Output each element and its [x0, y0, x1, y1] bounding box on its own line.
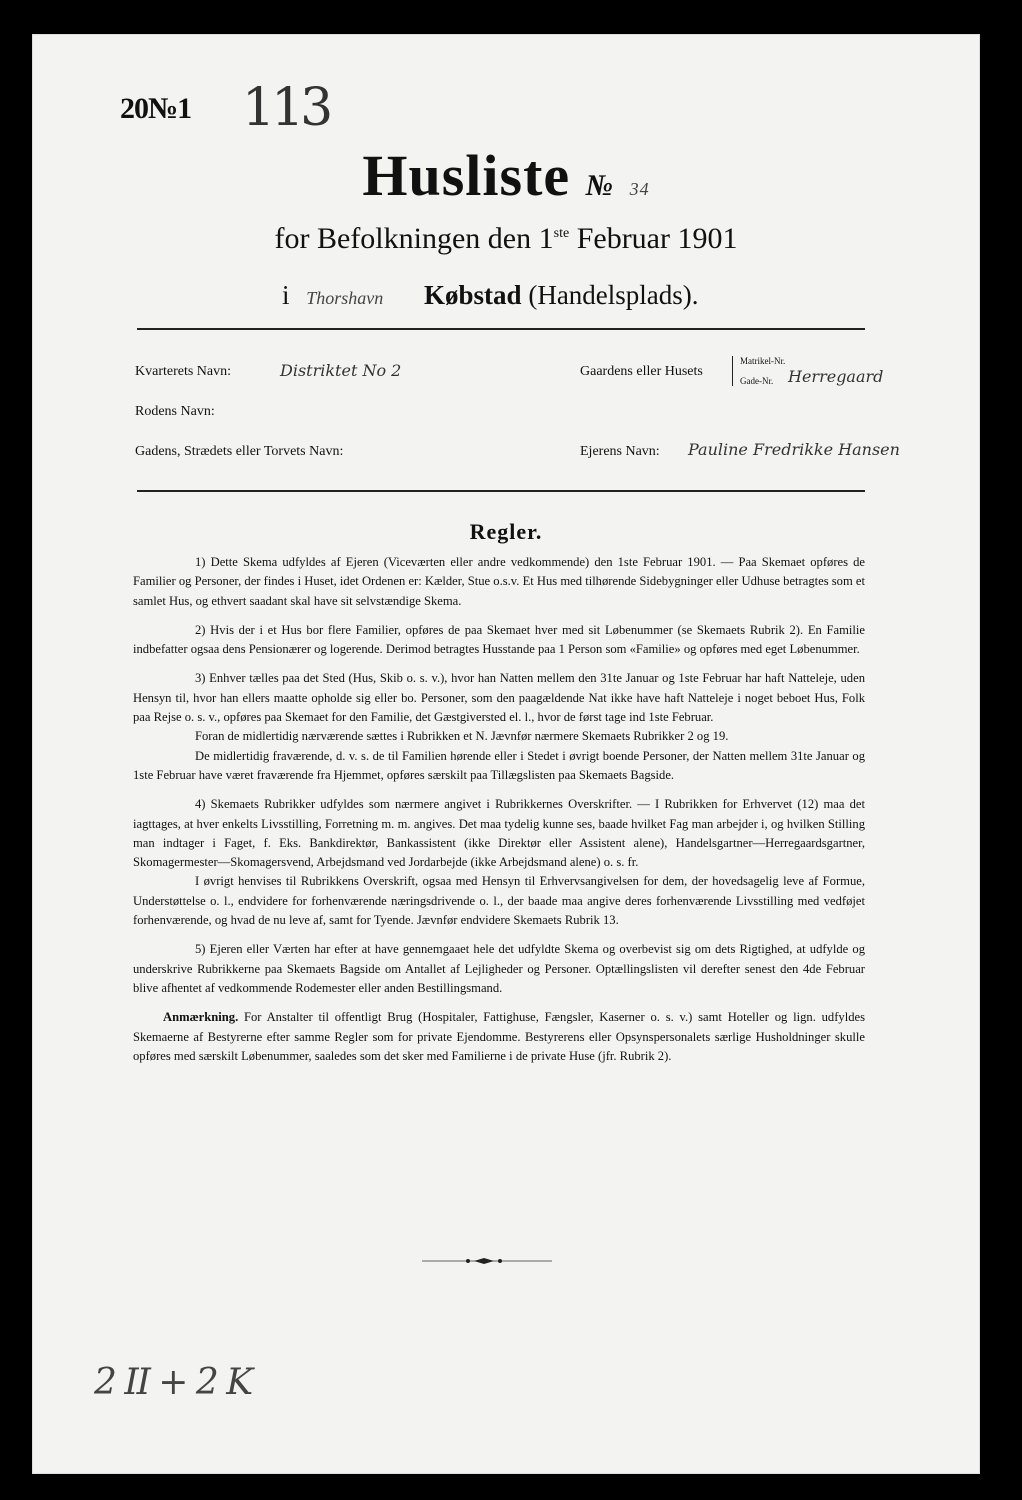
bottom-handwritten-note: 2 II + 2 K — [94, 1362, 252, 1403]
town-handwritten: Thorshavn — [306, 288, 384, 308]
census-form-page — [32, 34, 980, 1474]
gade-value: Herregaard — [788, 367, 884, 386]
list-number-handwritten: 34 — [629, 179, 650, 199]
rule-1: 1) Dette Skema udfyldes af Ejeren (Viceværten eller andre vedkommende) den 1ste Februar 1901. — Paa Skemaet opføres de Familier og Personer, der findes i Huset, idet Ordenen er: Kælder, Stue o.s.v. Et Hus med tilhørende Sidebygninger eller Udhuse betragtes som et samlet Hus, og ethvert saadant skal have sit selvstændige Skema. — [133, 555, 865, 608]
gade-label: Gade-Nr. — [740, 376, 774, 386]
date-line-sup: ste — [553, 226, 570, 241]
ejerens-label: Ejerens Navn: — [580, 444, 660, 459]
annotation-text: For Anstalter til offentligt Brug (Hospitaler, Fattighuse, Fængsler, Kaserner o. s. v.) samt Hoteller og lign. udfyldes Skemaerne af Bestyrerne efter samme Regler som for private Ejendomme. Bestyrerens eller Opsynspersonalets særlige Husholdninger skulle opføres med særskilt Løbenummer, saaledes som det sker med Familierne i de private Huse (jfr. Rubrik 2). — [133, 1010, 865, 1063]
rule-3: 3) Enhver tælles paa det Sted (Hus, Skib o. s. v.), hvor han Natten mellem den 31te Januar og 1ste Februar har haft Natteleje, uden Hensyn til, hvor han ellers maatte opholde sig eller bo. Personer, som den paagældende Nat ikke have haft Natteleje i noget beboet Hus, Folk paa Rejse o. s. v., opføres paa Skemaet for den Familie, det Gæstgiversted el. l., hvor de først tage ind 1ste Februar. — [133, 671, 865, 725]
title-main: Husliste — [362, 143, 571, 208]
ejerens-value: Pauline Fredrikke Hansen — [688, 440, 900, 459]
census-date-line — [32, 222, 980, 256]
rule-2: 2) Hvis der i et Hus bor flere Familier, opføres de paa Skemaet hver med sit Løbenummer (se Skemaets Rubrik 2). En Familie indbefatter ogsaa dens Pensionærer og logerende. Derimod betragtes Husstande paa 1 Person som «Familie» og opføres med eget Løbenummer. — [133, 622, 865, 657]
town-prefix: i — [282, 280, 290, 310]
rodens-label: Rodens Navn: — [135, 404, 215, 419]
date-line-suffix: Februar 1901 — [569, 222, 738, 255]
number-symbol: № — [585, 169, 615, 202]
rule-4-note: I øvrigt henvises til Rubrikkens Overskrift, ogsaa med Hensyn til Erhvervsangivelsen for dem, der hovedsagelig leve af Formue, Understøttelse o. l., endvidere for forhenværende næringsdrivende o. l., der baade maa angive deres forhenværende Livsstilling med vedføjet forhenværende, og hvad de nu leve af, samt for Tyende. Jævnfør endvidere Skemaets Rubrik 13. — [133, 874, 865, 928]
rule-4: 4) Skemaets Rubrikker udfyldes som nærmere angivet i Rubrikkernes Overskrifter. — I Rubrikken for Erhvervet (12) maa det iagttages, at hver enkelts Livsstilling, Forretning m. m. angives. Det maa tydelig kunne ses, baade hvilket Fag man arbejder i, og hvilken Stilling man indtager i Faget, f. Eks. Bankdirektør, Bankassistent (ikke Direktør eller Assistent alene), Handelsgartner—Herregaardsgartner, Skomagermester—Skomagersvend, Arbejdsmand ved Jordarbejde (ikke Arbejdsmand alene) o. s. fr. — [133, 797, 865, 870]
handelsplads-label: (Handelsplads). — [528, 280, 699, 310]
annotation — [133, 1008, 865, 1066]
rule-3-note-a: Foran de midlertidig nærværende sættes i Rubrikken et N. Jævnfør nærmere Skemaets Rubrikker 2 og 19. — [195, 729, 729, 744]
gaardens-label: Gaardens eller Husets — [580, 364, 703, 379]
form-title — [32, 142, 980, 209]
gadens-label: Gadens, Strædets eller Torvets Navn: — [135, 444, 344, 459]
town-line — [282, 280, 699, 311]
top-divider — [137, 328, 865, 330]
ornament-divider — [422, 1256, 552, 1266]
archive-stamp: 20№1 — [120, 92, 192, 125]
date-line-prefix: for Befolkningen den 1 — [274, 222, 554, 255]
brace — [732, 356, 735, 386]
rule-3-note-b: De midlertidig fraværende, d. v. s. de til Familien hørende eller i Stedet i øvrigt boende Personer, der Natten mellem 31te Januar og 1ste Februar have været fraværende fra Hjemmet, opføres særskilt paa Tillægslisten paa Skemaets Bagside. — [133, 748, 865, 782]
rule-5: 5) Ejeren eller Værten har efter at have gennemgaaet hele det udfyldte Skema og overbevist sig om dets Rigtighed, at udfylde og underskrive Rubrikkerne paa Skemaets Bagside om Antallet af Lejligheder og Personer. Optællingslisten vil derefter senest den 4de Februar blive afhentet af vedkommende Rodemester eller anden Bestillingsmand. — [133, 942, 865, 995]
handwritten-page-number: 113 — [242, 78, 330, 138]
annotation-label: Anmærkning. — [163, 1010, 239, 1025]
kvarterets-value: Distriktet No 2 — [280, 361, 402, 380]
rules-heading: Regler. — [469, 519, 543, 544]
matrikel-label: Matrikel-Nr. — [740, 356, 786, 366]
rules-text — [133, 553, 865, 1076]
fields-divider — [137, 490, 865, 492]
kvarterets-label: Kvarterets Navn: — [135, 364, 232, 379]
kobstad-label: Købstad — [424, 280, 522, 310]
